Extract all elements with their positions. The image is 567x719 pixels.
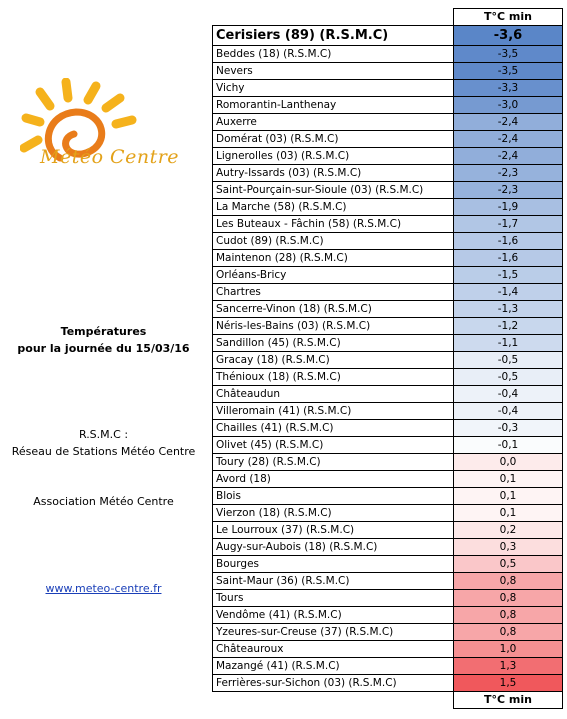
table-row [213,658,563,675]
station-name: Les Buteaux - Fâchin (58) (R.S.M.C) [213,216,454,233]
table-row [213,488,563,505]
station-name: Beddes (18) (R.S.M.C) [213,46,454,63]
table-row [213,624,563,641]
min-temperature: -3,5 [454,63,563,80]
table-row [213,216,563,233]
min-temperature: -2,4 [454,114,563,131]
station-name: Toury (28) (R.S.M.C) [213,454,454,471]
table-row [213,114,563,131]
table-row [213,335,563,352]
table-row [213,641,563,658]
min-temperature: -1,1 [454,335,563,352]
station-name: Châteaudun [213,386,454,403]
table-row [213,522,563,539]
min-temperature: 0,8 [454,590,563,607]
table-row [213,539,563,556]
station-name: Yzeures-sur-Creuse (37) (R.S.M.C) [213,624,454,641]
min-temperature: -0,4 [454,403,563,420]
station-name: Tours [213,590,454,607]
min-temperature: 0,8 [454,607,563,624]
min-temperature: -0,5 [454,369,563,386]
table-row [213,454,563,471]
column-header-bottom: T°C min [454,692,563,709]
station-name: Thénioux (18) (R.S.M.C) [213,369,454,386]
station-name: Châteauroux [213,641,454,658]
min-temperature: 0,8 [454,573,563,590]
association-name: Association Météo Centre [33,495,174,508]
station-name: Néris-les-Bains (03) (R.S.M.C) [213,318,454,335]
station-name: Auxerre [213,114,454,131]
table-row [213,284,563,301]
station-name: Nevers [213,63,454,80]
station-name: Bourges [213,556,454,573]
table-row [213,250,563,267]
website-link[interactable]: www.meteo-centre.fr [45,582,162,595]
min-temperature: -3,0 [454,97,563,114]
min-temperature: -1,4 [454,284,563,301]
min-temperature: -1,6 [454,250,563,267]
station-name: Cerisiers (89) (R.S.M.C) [213,26,454,46]
rsmc-full-name: Réseau de Stations Météo Centre [11,445,196,458]
station-name: La Marche (58) (R.S.M.C) [213,199,454,216]
min-temperature: 0,1 [454,471,563,488]
table-row [213,148,563,165]
table-row [213,318,563,335]
station-name: Lignerolles (03) (R.S.M.C) [213,148,454,165]
min-temperature: -0,4 [454,386,563,403]
table-row [213,675,563,692]
table-row [213,233,563,250]
min-temperature: -0,3 [454,420,563,437]
table-row [213,420,563,437]
min-temperature: -1,9 [454,199,563,216]
station-name: Saint-Maur (36) (R.S.M.C) [213,573,454,590]
table-row [213,352,563,369]
column-header-top: T°C min [454,9,563,26]
min-temperature: -3,6 [454,26,563,46]
station-name: Domérat (03) (R.S.M.C) [213,131,454,148]
header-spacer [213,9,454,26]
station-name: Sandillon (45) (R.S.M.C) [213,335,454,352]
min-temperature: 0,1 [454,488,563,505]
station-name: Ferrières-sur-Sichon (03) (R.S.M.C) [213,675,454,692]
station-name: Vendôme (41) (R.S.M.C) [213,607,454,624]
station-name: Chartres [213,284,454,301]
station-name: Gracay (18) (R.S.M.C) [213,352,454,369]
station-name: Le Lourroux (37) (R.S.M.C) [213,522,454,539]
min-temperature: 0,5 [454,556,563,573]
station-name: Sancerre-Vinon (18) (R.S.M.C) [213,301,454,318]
table-row [213,131,563,148]
station-name: Romorantin-Lanthenay [213,97,454,114]
min-temperature: -1,7 [454,216,563,233]
min-temperature: 0,0 [454,454,563,471]
station-name: Augy-sur-Aubois (18) (R.S.M.C) [213,539,454,556]
min-temperature: 1,3 [454,658,563,675]
table-row [213,165,563,182]
min-temperature: 0,8 [454,624,563,641]
station-name: Autry-Issards (03) (R.S.M.C) [213,165,454,182]
station-name: Olivet (45) (R.S.M.C) [213,437,454,454]
table-row [213,437,563,454]
min-temperature: -3,3 [454,80,563,97]
table-row [213,26,563,46]
station-name: Vierzon (18) (R.S.M.C) [213,505,454,522]
table-row [213,471,563,488]
station-name: Orléans-Bricy [213,267,454,284]
temperature-table [212,8,563,709]
station-name: Saint-Pourçain-sur-Sioule (03) (R.S.M.C) [213,182,454,199]
rsmc-abbreviation: R.S.M.C : [78,428,129,441]
title-line-1: Températures [60,325,147,338]
min-temperature: 0,3 [454,539,563,556]
min-temperature: -1,6 [454,233,563,250]
station-name: Maintenon (28) (R.S.M.C) [213,250,454,267]
min-temperature: -3,5 [454,46,563,63]
table-row [213,63,563,80]
min-temperature: -2,4 [454,131,563,148]
min-temperature: -2,3 [454,182,563,199]
station-name: Vichy [213,80,454,97]
min-temperature: 0,1 [454,505,563,522]
table-row [213,182,563,199]
station-name: Villeromain (41) (R.S.M.C) [213,403,454,420]
title-line-2: pour la journée du 15/03/16 [17,342,190,355]
station-name: Cudot (89) (R.S.M.C) [213,233,454,250]
footer-row [213,692,563,709]
min-temperature: -1,2 [454,318,563,335]
table-row [213,199,563,216]
min-temperature: -0,5 [454,352,563,369]
table-row [213,386,563,403]
table-row [213,556,563,573]
table-row [213,46,563,63]
station-name: Avord (18) [213,471,454,488]
station-name: Chailles (41) (R.S.M.C) [213,420,454,437]
station-name: Blois [213,488,454,505]
min-temperature: -2,4 [454,148,563,165]
table-row [213,403,563,420]
table-row [213,267,563,284]
table-row [213,573,563,590]
min-temperature: 1,0 [454,641,563,658]
min-temperature: 1,5 [454,675,563,692]
table-row [213,607,563,624]
table-row [213,590,563,607]
min-temperature: -1,5 [454,267,563,284]
min-temperature: -2,3 [454,165,563,182]
station-name: Mazangé (41) (R.S.M.C) [213,658,454,675]
min-temperature: -0,1 [454,437,563,454]
table-row [213,97,563,114]
min-temperature: 0,2 [454,522,563,539]
table-row [213,369,563,386]
table-row [213,80,563,97]
table-row [213,301,563,318]
table-row [213,505,563,522]
logo-text: Météo Centre [40,146,180,168]
footer-spacer [213,692,454,709]
min-temperature: -1,3 [454,301,563,318]
